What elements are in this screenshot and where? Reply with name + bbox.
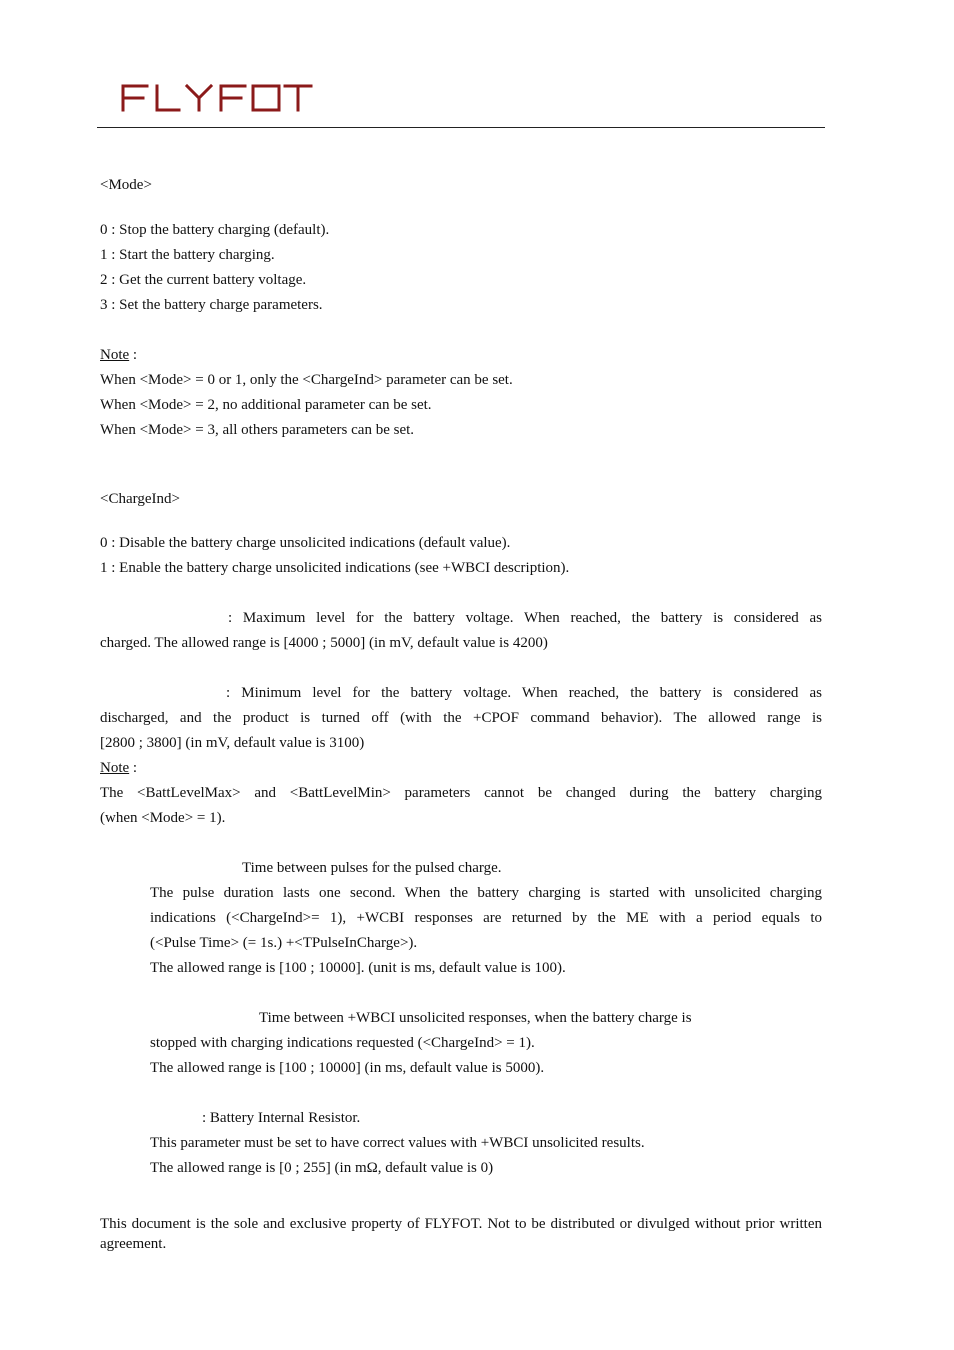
battlevel-note-heading bbox=[100, 756, 822, 781]
header-rule bbox=[97, 127, 825, 128]
bat-intr-line-2: This parameter must be set to have correct values with +WBCI unsolicited results. bbox=[150, 1135, 645, 1151]
tpulseincharge-line-2: The pulse duration lasts one second. When the battery charging is started with unsolicited charging bbox=[150, 885, 822, 901]
battlevel-note-line-1: The <BattLevelMax> and <BattLevelMin> parameters cannot be changed during the battery charging bbox=[100, 785, 822, 801]
mode-note-label: Note bbox=[100, 347, 130, 363]
tpulseincharge-line-1: Time between pulses for the pulsed charge. bbox=[242, 860, 502, 876]
mode-note-line-2: When <Mode> = 3, all others parameters can be set. bbox=[100, 422, 415, 438]
chargeind-item-0: 0 : Disable the battery charge unsolicited indications (default value). bbox=[100, 535, 511, 551]
chargeind-label: <ChargeInd> bbox=[100, 491, 180, 507]
mode-item-3: 3 : Set the battery charge parameters. bbox=[100, 297, 323, 313]
bat-intr-line-1: : Battery Internal Resistor. bbox=[202, 1110, 361, 1126]
mode-note-line-1: When <Mode> = 2, no additional parameter can be set. bbox=[100, 397, 432, 413]
bat-intr-line-3: The allowed range is [0 ; 255] (in mΩ, default value is 0) bbox=[150, 1160, 494, 1176]
tpulseincharge-line-5: The allowed range is [100 ; 10000]. (unit is ms, default value is 100). bbox=[150, 960, 566, 976]
tpulseincharge-line-3: indications (<ChargeInd>= 1), +WCBI responses are returned by the ME with a period equals to bbox=[150, 910, 822, 926]
battlevelmin-line-3: [2800 ; 3800] (in mV, default value is 3100) bbox=[100, 735, 365, 751]
battlevelmin-line-1: : Minimum level for the battery voltage. When reached, the battery is considered as bbox=[226, 685, 822, 701]
flyfot-logo bbox=[119, 80, 313, 114]
tpulseincharge-line-4: (<Pulse Time> (= 1s.) +<TPulseInCharge>). bbox=[150, 935, 418, 951]
chargeind-item-1: 1 : Enable the battery charge unsolicited indications (see +WBCI description). bbox=[100, 560, 570, 576]
battlevel-note-line-2: (when <Mode> = 1). bbox=[100, 810, 226, 826]
mode-item-2: 2 : Get the current battery voltage. bbox=[100, 272, 307, 288]
mode-note-line-0: When <Mode> = 0 or 1, only the <ChargeInd> parameter can be set. bbox=[100, 372, 513, 388]
mode-label: <Mode> bbox=[100, 177, 152, 193]
mode-item-0: 0 : Stop the battery charging (default). bbox=[100, 222, 330, 238]
mode-note-colon: : bbox=[129, 347, 138, 363]
footer-notice: This document is the sole and exclusive property of FLYFOT. Not to be distributed or divulged without prior written agreement. bbox=[100, 1216, 822, 1252]
tpulseoutcharge-line-2: stopped with charging indications requested (<ChargeInd> = 1). bbox=[150, 1035, 535, 1051]
tpulseoutcharge-line-3: The allowed range is [100 ; 10000] (in ms, default value is 5000). bbox=[150, 1060, 545, 1076]
battlevelmax-line-1: : Maximum level for the battery voltage. When reached, the battery is considered as bbox=[228, 610, 822, 626]
mode-note-heading bbox=[100, 343, 822, 368]
battlevel-note-colon: : bbox=[129, 760, 138, 776]
mode-item-1: 1 : Start the battery charging. bbox=[100, 247, 275, 263]
tpulseoutcharge-line-1: Time between +WBCI unsolicited responses, when the battery charge is bbox=[259, 1010, 692, 1026]
battlevelmax-line-2: charged. The allowed range is [4000 ; 5000] (in mV, default value is 4200) bbox=[100, 635, 548, 651]
battlevelmin-line-2: discharged, and the product is turned off (with the +CPOF command behavior). The allowed range is bbox=[100, 710, 822, 726]
battlevel-note-label: Note bbox=[100, 760, 130, 776]
